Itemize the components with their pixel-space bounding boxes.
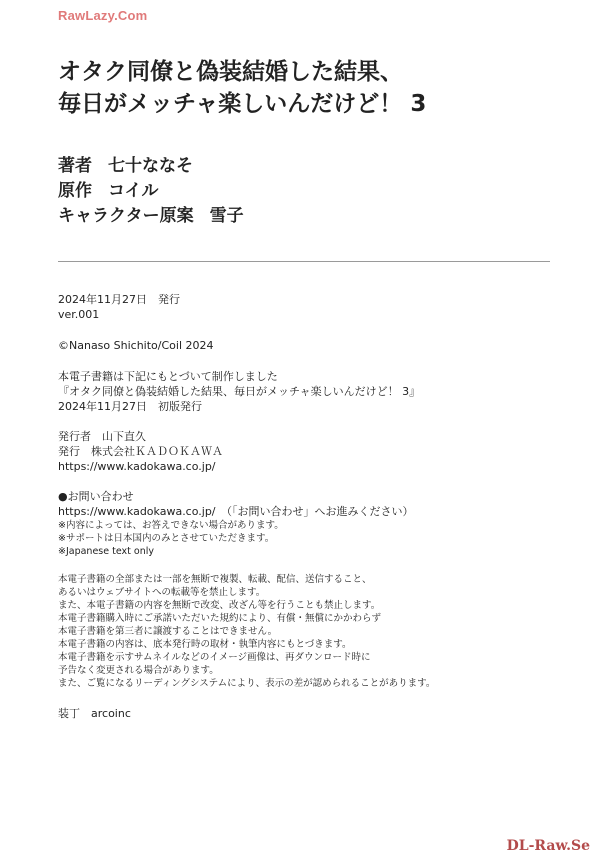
credit-role: 原作 — [58, 181, 92, 201]
title-line-2: 毎日がメッチャ楽しいんだけど！ 3 — [58, 91, 427, 117]
credit-name: 雪子 — [209, 206, 244, 226]
legal-line: あるいはウェブサイトへの転載等を禁止します。 — [58, 587, 266, 598]
legal-line: 本電子書籍の全部または一部を無断で複製、転載、配信、送信すること、 — [58, 574, 372, 585]
credit-author — [58, 154, 244, 179]
legal-line: 予告なく変更される場合があります。 — [58, 665, 219, 676]
credit-original — [58, 179, 244, 204]
copyright: ©Nanaso Shichito/Coil 2024 — [58, 339, 214, 352]
publisher-company: 発行 株式会社ＫＡＤＯＫＡＷＡ — [58, 445, 223, 458]
credit-role: 著者 — [58, 156, 92, 176]
legal-line: 本電子書籍購入時にご承諾いただいた規約により、有償・無償にかかわらず — [58, 613, 382, 624]
book-title — [58, 56, 578, 120]
inquiry-url: https://www.kadokawa.co.jp/ （「お問い合わせ」へお進みください） — [58, 505, 414, 518]
basis-line-1: 本電子書籍は下記にもとづいて制作しました — [58, 370, 278, 383]
credit-role: キャラクター原案 — [58, 206, 194, 226]
publication-date: 2024年11月27日 発行 — [58, 293, 180, 306]
version: ver.001 — [58, 308, 100, 321]
legal-line: また、本電子書籍の内容を無断で改変、改ざん等を行うことも禁止します。 — [58, 600, 381, 611]
publisher-url: https://www.kadokawa.co.jp/ — [58, 460, 216, 473]
legal-line: 本電子書籍の内容は、底本発行時の取材・執筆内容にもとづきます。 — [58, 639, 352, 650]
divider — [58, 261, 550, 262]
inquiry-note-3: ※Japanese text only — [58, 546, 154, 557]
design-credit: 装丁 arcoinc — [58, 707, 131, 720]
inquiry-note-1: ※内容によっては、お答えできない場合があります。 — [58, 520, 284, 531]
credit-name: 七十ななそ — [108, 156, 193, 176]
legal-line: 本電子書籍を第三者に譲渡することはできません。 — [58, 626, 278, 637]
colophon-body — [58, 292, 558, 721]
legal-line: 本電子書籍を示すサムネイルなどのイメージ画像は、再ダウンロード時に — [58, 652, 371, 663]
credit-character-design — [58, 204, 244, 229]
watermark-bottom: DL-Raw.Se — [506, 838, 590, 854]
basis-line-2: 『オタク同僚と偽装結婚した結果、毎日がメッチャ楽しいんだけど！ 3』 — [58, 385, 421, 398]
credits — [58, 154, 244, 229]
issuer: 発行者 山下直久 — [58, 430, 146, 443]
inquiry-heading: ●お問い合わせ — [58, 490, 134, 503]
basis-line-3: 2024年11月27日 初版発行 — [58, 400, 202, 413]
credit-name: コイル — [108, 181, 159, 201]
inquiry-note-2: ※サポートは日本国内のみとさせていただきます。 — [58, 533, 275, 544]
title-line-1: オタク同僚と偽装結婚した結果、 — [58, 59, 403, 85]
watermark-top: RawLazy.Com — [58, 8, 148, 23]
legal-line: また、ご覧になるリーディングシステムにより、表示の差が認められることがあります。 — [58, 678, 436, 689]
